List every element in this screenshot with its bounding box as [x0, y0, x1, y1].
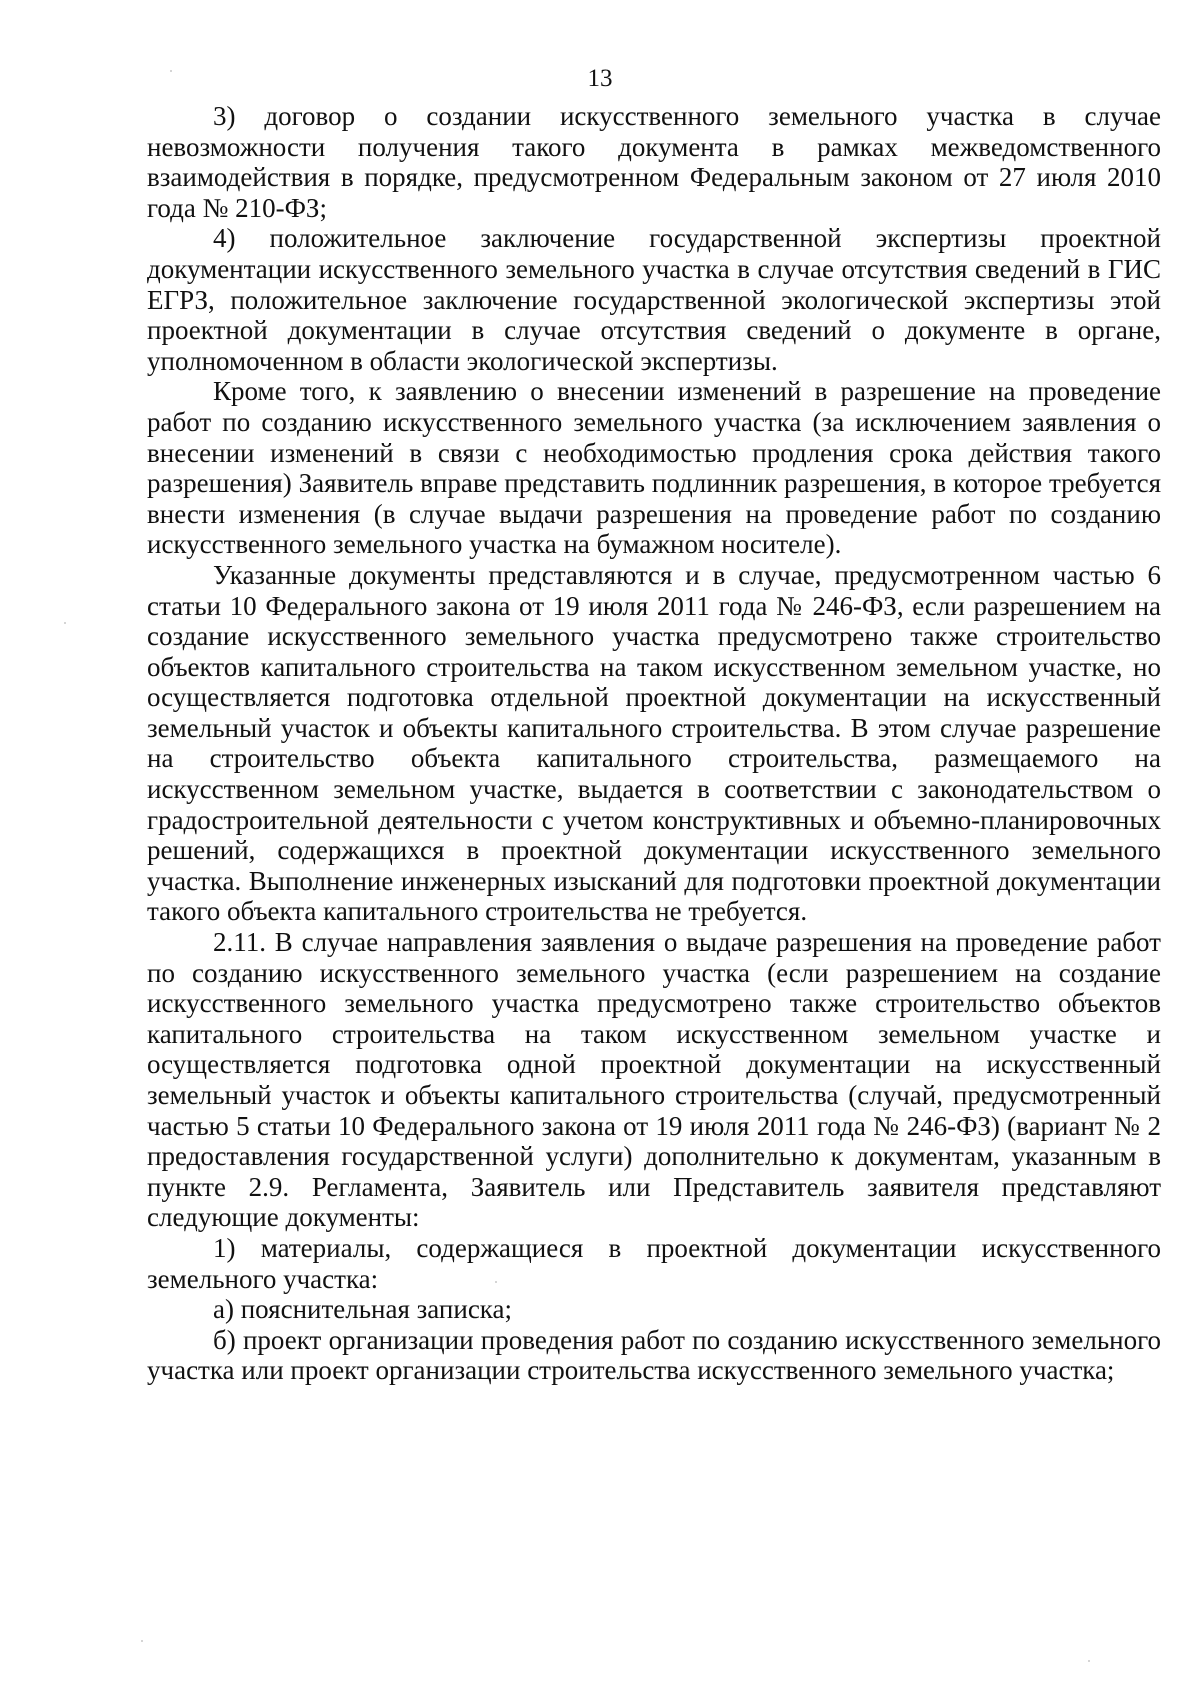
paragraph-item-4-expert-conclusion: 4) положительное заключение государственной экспертизы проектной документации искусственного земельного участка в случае отсутствия сведений в ГИС ЕГРЗ, положительное заключение государственной экологической экспертизы этой проектной документации в случае отсутствия сведений о документе в органе, уполномоченном в области экологической экспертизы. [147, 223, 1161, 376]
scan-speck [1088, 1660, 1090, 1662]
scan-speck [170, 70, 172, 72]
paragraph-item-1-materials: 1) материалы, содержащиеся в проектной документации искусственного земельного участка: [147, 1232, 1161, 1294]
scan-speck [141, 1640, 143, 1642]
paragraph-section-2-11: 2.11. В случае направления заявления о выдаче разрешения на проведение работ по созданию искусственного земельного участка (если разрешением на создание искусственного земельного участка предусмотрено также строительство объектов капитального строительства на таком искусственном земельном участке и осуществляется подготовка одной проектной документации на искусственный земельный участок и объекты капитального строительства (случай, предусмотренный частью 5 статьи 10 Федерального закона от 19 июля 2011 года № 246-ФЗ) (вариант № 2 предоставления государственной услуги) дополнительно к документам, указанным в пункте 2.9. Регламента, Заявитель или Представитель заявителя представляют следующие документы: [147, 927, 1161, 1233]
paragraph-permit-changes: Кроме того, к заявлению о внесении изменений в разрешение на проведение работ по созданию искусственного земельного участка (за исключением заявления о внесении изменений в связи с необходимостью продления срока действия такого разрешения) Заявитель вправе представить подлинник разрешения, в которое требуется внести изменения (в случае выдачи разрешения на проведение работ по созданию искусственного земельного участка на бумажном носителе). [147, 376, 1161, 560]
scan-speck [495, 1281, 497, 1283]
paragraph-item-3-contract: 3) договор о создании искусственного земельного участка в случае невозможности получения такого документа в рамках межведомственного взаимодействия в порядке, предусмотренном Федеральным законом от 27 июля 2010 года № 210-ФЗ; [147, 101, 1161, 223]
paragraph-specified-documents: Указанные документы представляются и в случае, предусмотренном частью 6 статьи 10 Федерального закона от 19 июля 2011 года № 246-ФЗ, если разрешением на создание искусственного земельного участка предусмотрено также строительство объектов капитального строительства на таком искусственном земельном участке, но осуществляется подготовка отдельной проектной документации на искусственный земельный участок и объекты капитального строительства. В этом случае разрешение на строительство объекта капитального строительства, размещаемого на искусственном земельном участке, выдается в соответствии с законодательством о градостроительной деятельности с учетом конструктивных и объемно-планировочных решений, содержащихся в проектной документации искусственного земельного участка. Выполнение инженерных изысканий для подготовки проектной документации такого объекта капитального строительства не требуется. [147, 559, 1161, 927]
document-body [147, 101, 1161, 1386]
scan-speck [64, 622, 66, 624]
page-number: 13 [587, 65, 613, 92]
paragraph-item-b-work-organization: б) проект организации проведения работ по созданию искусственного земельного участка или проект организации строительства искусственного земельного участка; [147, 1324, 1161, 1386]
paragraph-item-a-explanatory-note: а) пояснительная записка; [213, 1294, 513, 1325]
